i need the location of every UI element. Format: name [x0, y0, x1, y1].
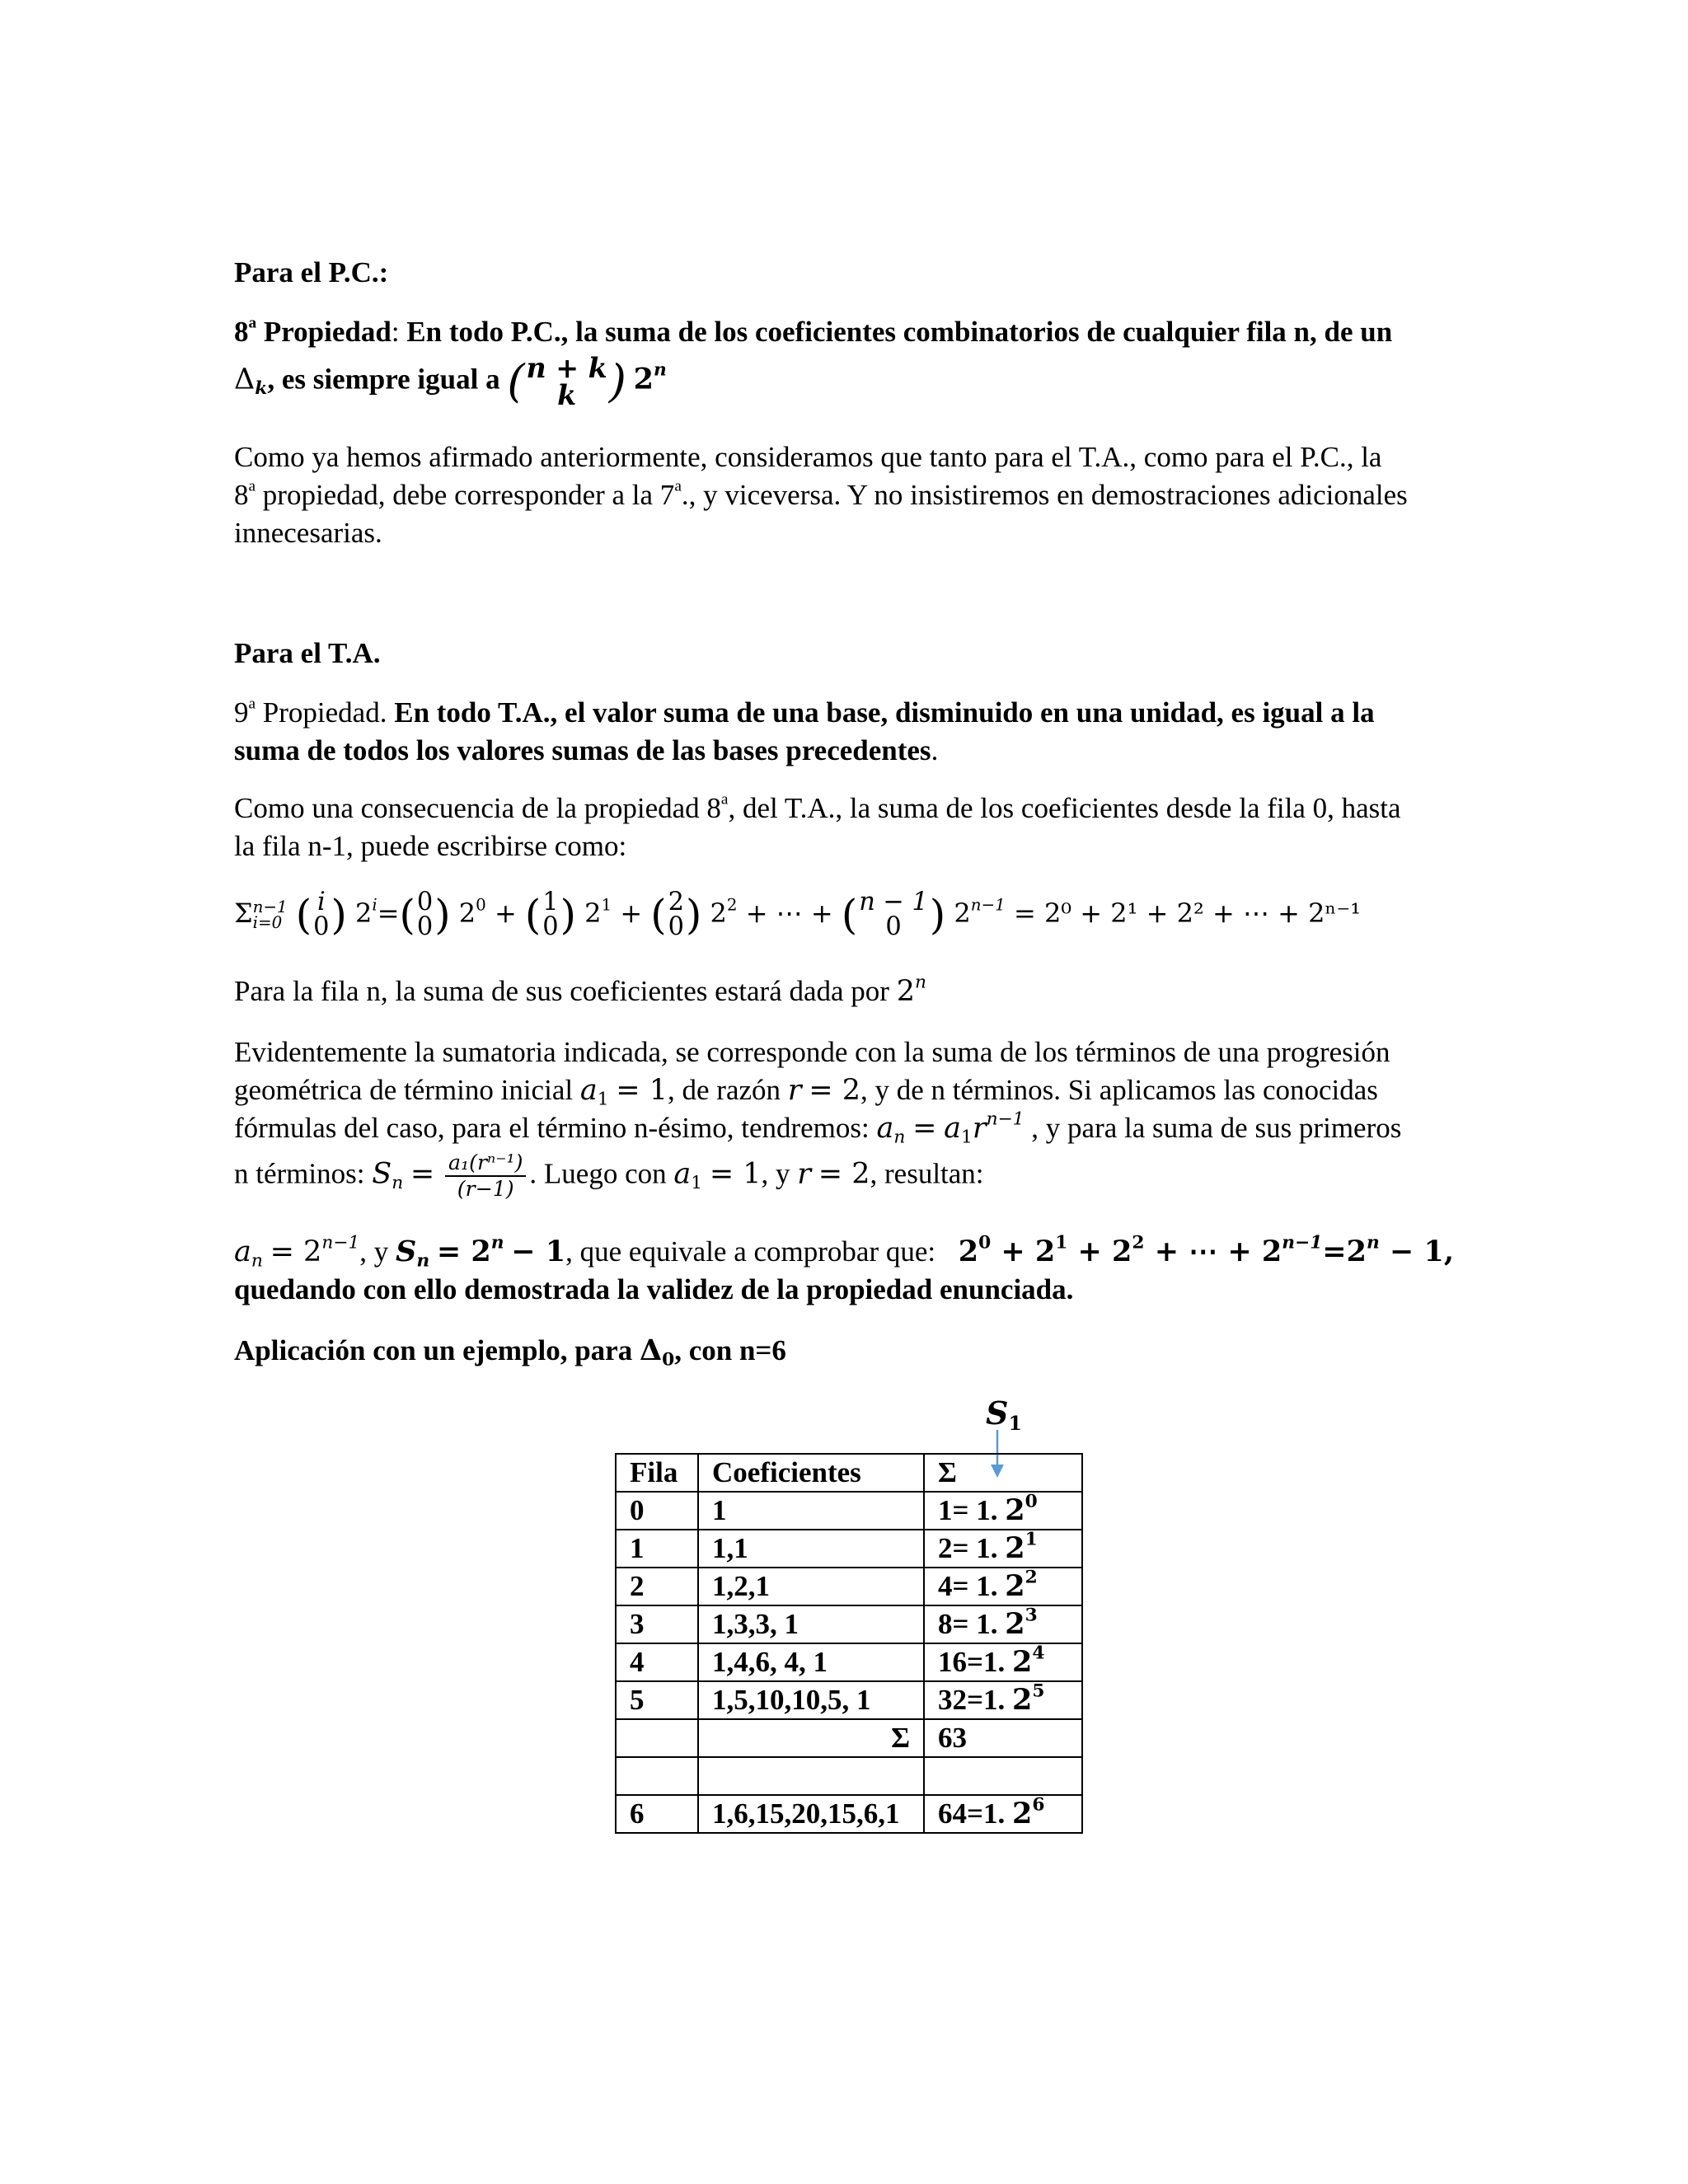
fraction-numerator: a₁(rⁿ⁻¹) [445, 1152, 526, 1177]
s1-base: S [986, 1394, 1009, 1432]
sigma-symbol: Σ [234, 897, 253, 929]
cell-sum-base: 2 [1011, 1645, 1033, 1679]
cell-coef: 1,5,10,10,5, 1 [698, 1681, 924, 1719]
binom-top: n + k [526, 352, 607, 384]
pc-paragraph-line1: Como ya hemos afirmado anteriormente, consideramos que tanto para el T.A., como para el P.C., la [234, 441, 1382, 473]
sigma-lower: i=0 [252, 913, 283, 933]
cell-sum-exp: 2 [1025, 1567, 1038, 1588]
header-coeficientes: Coeficientes [698, 1454, 924, 1492]
cell-fila: 0 [616, 1492, 698, 1530]
consequence-l1b: , del T.A., la suma de los coeficientes desde la fila 0, hasta [728, 792, 1401, 824]
s1-label [986, 1394, 1022, 1436]
row-n-base: 2 [896, 975, 915, 1008]
table-row [616, 1492, 1082, 1530]
evident-l3a: fórmulas del caso, para el término n-ésimo, tendremos: [234, 1112, 877, 1144]
cell-sum-base: 2 [1005, 1493, 1025, 1527]
term0-base: 2 [355, 897, 373, 929]
coefficients-table [615, 1453, 1083, 1834]
cell-sum-base: 2 [1005, 1569, 1025, 1603]
example-heading [234, 1332, 1454, 1370]
cell-coef: 1,4,6, 4, 1 [698, 1643, 924, 1681]
table-row [616, 1681, 1082, 1719]
prop9-ord: a [248, 695, 256, 713]
evident-paragraph: Evidentemente la sumatoria indicada, se corresponde con la suma de los términos de una progresión geométrica de término inicial $a_1 = 1$, de razón r = 2, y de n términos. Si aplicamos las conocidas fórmulas del caso, para el término n-ésimo, tendremos: $a_n = a_1r^{n-1}$ , y para la suma de sus primeros n términos: $S_n$ = $\frac{\text{a₁(rⁿ⁻¹)}}{(r-1)}$ . Luego con $a_1 = 1$, y r = 2, resultan: [234, 1033, 1454, 1201]
table-row [616, 1643, 1082, 1681]
cell-coef: 1,6,15,20,15,6,1 [698, 1795, 924, 1833]
binom-bottom: k [557, 379, 577, 412]
term1-base: 2 [458, 897, 476, 929]
pc-heading: Para el P.C.: [234, 256, 389, 288]
cell-sum [924, 1643, 1082, 1681]
cell-sum-base: 2 [1005, 1607, 1025, 1641]
cell-sum-exp: 4 [1032, 1643, 1045, 1664]
sum-fraction [442, 1152, 529, 1201]
prop8-binomial: ( n + k k ) [507, 352, 626, 412]
prop9-title: Propiedad. [256, 696, 395, 729]
result-paragraph: $a_n = 2^{n-1}$, y $S_n = 2^n - 1$, que equivale a comprobar que: $2^0 + 2^1 + 2^2$ + ⋯ + $2^{n-1}=2^n - 1$, quedando con ello demostrada la validez de la propiedad enunciada. [234, 1233, 1454, 1309]
cell-coef: 1,2,1 [698, 1568, 924, 1605]
table-total-row [616, 1719, 1082, 1757]
cell-sum-base: 2 [1011, 1797, 1033, 1830]
cell-empty [616, 1757, 698, 1795]
cell-fila: 2 [616, 1568, 698, 1605]
cell-sum-base: 2 [1005, 1531, 1025, 1565]
term0-top: i [316, 888, 326, 916]
result-l1a: , y [359, 1235, 396, 1268]
pc-paragraph-line2c: ., y viceversa. Y no insistiremos en demostraciones adicionales [681, 479, 1408, 511]
term3-top: 2 [668, 888, 684, 916]
cell-fila: 1 [616, 1530, 698, 1568]
term4-base: 2 [954, 897, 971, 929]
table-row [616, 1605, 1082, 1643]
term2-top: 1 [542, 888, 559, 916]
property-8 [234, 313, 1454, 410]
cell-fila: 5 [616, 1681, 698, 1719]
cell-sum [924, 1492, 1082, 1530]
term1-exp: 0 [476, 895, 486, 915]
cell-sum-exp: 6 [1032, 1794, 1045, 1816]
ta-heading: Para el T.A. [234, 637, 381, 669]
cell-empty [924, 1757, 1082, 1795]
s1-sub: 1 [1008, 1412, 1022, 1436]
prop8-number: 8 [234, 316, 249, 348]
cell-sum [924, 1568, 1082, 1605]
sum-formula: Σ n−1 i=0 ( i 0 ) $2^i=$ ( 0 0 ) $2^0$ + ( 1 0 ) $2^1$ + ( 2 0 ) $2^2$ + ⋯ + ( n − 1 0 ) $2^{n-1} = 2^0 + 2^1 + 2^2$ + ⋯ + 2ⁿ⁻¹ [234, 888, 1362, 942]
example-heading-end: , con n=6 [674, 1334, 786, 1366]
cell-sum-text: 1= 1. [938, 1494, 1006, 1526]
term2-exp: 1 [601, 895, 612, 915]
prop8-text1: En todo P.C., la suma de los coeficientes combinatorios de cualquier fila n, de un [406, 316, 1393, 348]
cell-sum-text: 64=1. [938, 1797, 1012, 1830]
cell-coef: 1,3,3, 1 [698, 1605, 924, 1643]
sigma-upper: n−1 [252, 897, 288, 916]
term4-exp: n−1 [970, 895, 1006, 915]
pc-paragraph-ord: a [248, 477, 256, 495]
evident-l2c: , y de n términos. Si aplicamos las conocidas [860, 1074, 1378, 1106]
evident-l3b: , y para la suma de sus primeros [1024, 1112, 1402, 1144]
formula-rhs: = 2⁰ + 2¹ + 2² + ⋯ + 2ⁿ⁻¹ [1013, 897, 1362, 929]
pc-paragraph-8: 8 [234, 479, 249, 511]
prop8-delta: Δ [234, 363, 256, 396]
evident-l4c: , y [761, 1157, 798, 1190]
cell-sum-base: 2 [1011, 1683, 1033, 1717]
property-9 [234, 694, 1454, 770]
pc-paragraph-line3: innecesarias. [234, 517, 382, 549]
cell-sum-exp: 1 [1025, 1529, 1038, 1550]
evident-a1-eq: = 1 [616, 1074, 668, 1107]
row-n-text: Para la fila n, la suma de sus coeficientes estará dada por [234, 975, 897, 1007]
consequence-l1a: Como una consecuencia de la propiedad 8 [234, 792, 721, 824]
prop9-end: . [931, 734, 939, 766]
term4-top: n − 1 [859, 888, 928, 916]
result-l1b: , que equivale a comprobar que: [565, 1235, 936, 1268]
prop9-bold2: suma de todos los valores sumas de las bases precedentes [234, 734, 931, 766]
prop8-delta-sub: k [255, 377, 268, 399]
cell-sum-text: 16=1. [938, 1646, 1012, 1678]
example-heading-text: Aplicación con un ejemplo, para [234, 1334, 640, 1366]
cell-sum [924, 1605, 1082, 1643]
prop9-bold1: En todo T.A., el valor suma de una base, disminuido en una unidad, es igual a la [394, 696, 1375, 729]
cell-sum [924, 1795, 1082, 1833]
prop8-power-base: 2 [633, 362, 654, 396]
cell-sum-exp: 3 [1025, 1605, 1038, 1626]
cell-sum-text: 32=1. [938, 1684, 1012, 1716]
table-header-row [616, 1454, 1082, 1492]
consequence-ord: a [720, 790, 729, 808]
term3-bottom: 0 [668, 912, 684, 942]
term0-bottom: 0 [313, 912, 330, 942]
evident-r-eq-2: = 2 [818, 1157, 870, 1191]
term0-exp: i [372, 895, 377, 915]
prop8-title: Propiedad [263, 316, 392, 348]
evident-l1: Evidentemente la sumatoria indicada, se corresponde con la suma de los términos de una progresión [234, 1036, 1390, 1068]
cell-total-label: Σ [698, 1719, 924, 1757]
cell-coef: 1 [698, 1492, 924, 1530]
cell-total-value: 63 [924, 1719, 1082, 1757]
evident-l4d: , resultan: [870, 1157, 984, 1190]
cell-fila: 3 [616, 1605, 698, 1643]
prop8-text2: , es siempre igual a [267, 363, 500, 396]
prop8-power-exp: n [654, 359, 667, 381]
cell-sum-exp: 0 [1025, 1491, 1038, 1512]
result-l2: quedando con ello demostrada la validez de la propiedad enunciada. [234, 1273, 1074, 1305]
result-identity: $2^0 + 2^1 + 2^2$ + ⋯ + $2^{n-1}=2^n - 1$, [958, 1232, 1454, 1268]
header-sigma: Σ [924, 1454, 1082, 1492]
consequence-l2: la fila n-1, puede escribirse como: [234, 830, 627, 862]
table-empty-row [616, 1757, 1082, 1795]
cell-sum-text: 8= 1. [938, 1608, 1006, 1640]
term3-exp: 2 [726, 895, 738, 915]
evident-l4a: n términos: [234, 1157, 373, 1190]
evident-a1-eq-2: = 1 [709, 1157, 762, 1191]
term1-bottom: 0 [416, 912, 434, 942]
prop8-colon: : [391, 316, 400, 348]
consequence-paragraph [234, 790, 1454, 865]
cell-sum [924, 1681, 1082, 1719]
table-row [616, 1795, 1082, 1833]
evident-l2b: , de razón [668, 1074, 788, 1106]
table-row [616, 1568, 1082, 1605]
cell-sum-text: 2= 1. [938, 1532, 1006, 1564]
pc-paragraph [234, 438, 1454, 552]
pc-paragraph-ord2: a [674, 477, 682, 495]
evident-r-eq: = 2 [809, 1074, 860, 1107]
term2-bottom: 0 [542, 912, 559, 942]
cell-sum-text: 4= 1. [938, 1570, 1006, 1602]
header-fila: Fila [616, 1454, 698, 1492]
table-row [616, 1530, 1082, 1568]
prop8-ord: a [248, 314, 257, 332]
evident-l2a: geométrica de término inicial [234, 1074, 580, 1106]
fraction-denominator: (r−1) [457, 1177, 514, 1202]
row-n-sentence [234, 972, 1454, 1010]
pc-paragraph-line2b: propiedad, debe corresponder a la 7 [256, 479, 675, 511]
term2-base: 2 [584, 897, 602, 929]
evident-l4b: . Luego con [529, 1157, 674, 1190]
cell-coef: 1,1 [698, 1530, 924, 1568]
cell-empty [698, 1757, 924, 1795]
term3-base: 2 [710, 897, 727, 929]
row-n-exp: n [914, 972, 926, 993]
cell-sum-exp: 5 [1032, 1680, 1045, 1702]
cell-empty [616, 1719, 698, 1757]
example-delta-sub: 0 [662, 1349, 675, 1371]
term4-bottom: 0 [885, 912, 902, 942]
cell-fila: 4 [616, 1643, 698, 1681]
example-delta: Δ [639, 1333, 663, 1367]
prop9-number: 9 [234, 696, 249, 729]
cell-fila: 6 [616, 1795, 698, 1833]
term1-top: 0 [416, 888, 434, 916]
cell-sum [924, 1530, 1082, 1568]
